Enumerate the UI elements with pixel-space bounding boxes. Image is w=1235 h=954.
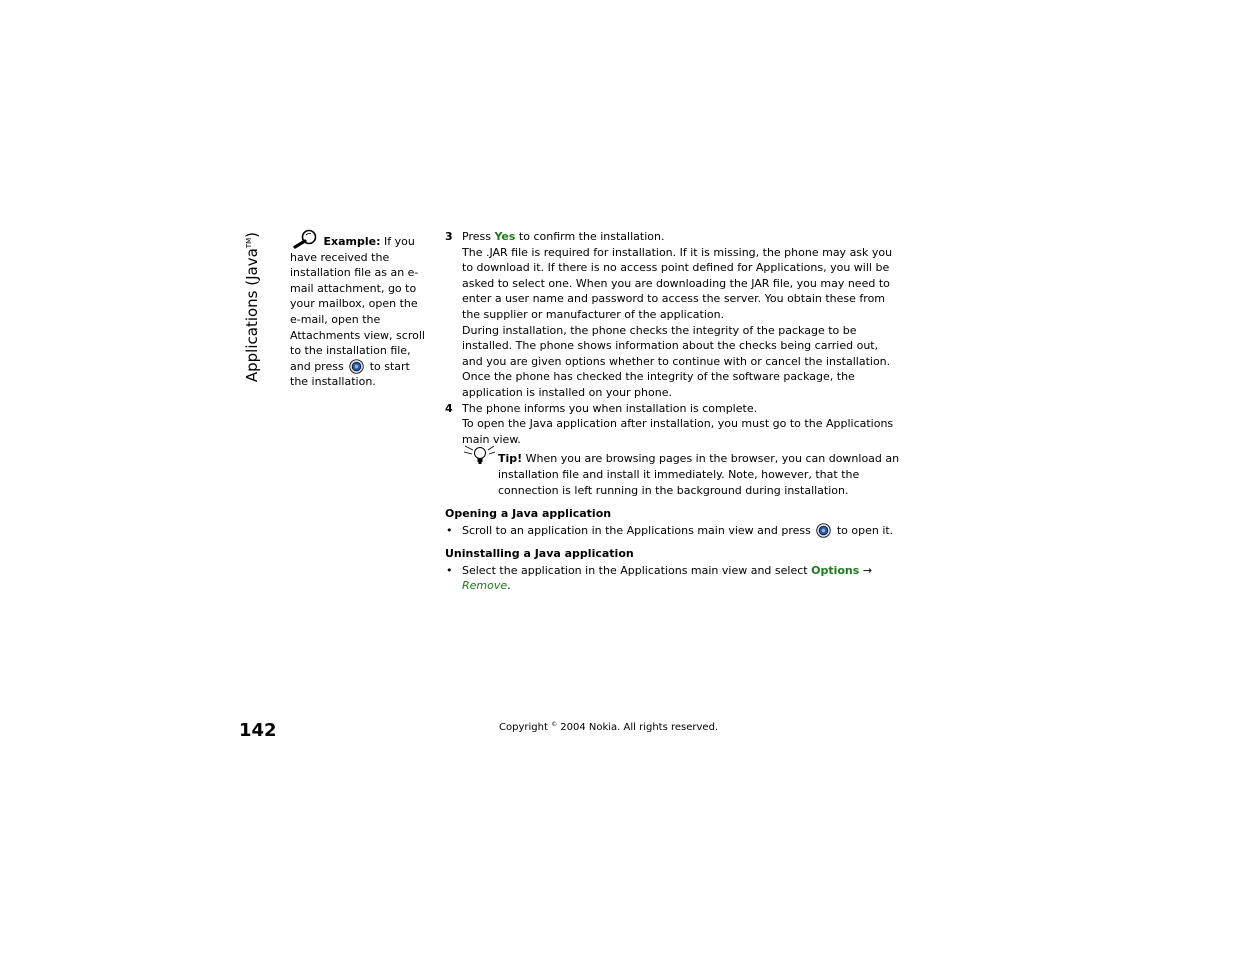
step-number: 3 [445, 230, 453, 243]
step-paragraph: The .JAR file is required for installation. If it is missing, the phone may ask you to download it. If there is no access point defined for Applications, you will be asked to select one. When you are downloading the JAR file, you may need to enter a user name and password to access the server. You obtain these from the supplier or manufacturer of the application. [462, 245, 893, 321]
step-paragraph: During installation, the phone checks the integrity of the package to be installed. The phone shows information about the checks being carried out, and you are given options whether to continue with or cancel the installation. Once the phone has checked the integrity of the software package, the application is installed on your phone. [462, 323, 891, 399]
step-number: 4 [445, 401, 453, 415]
options-key: Options [811, 563, 860, 577]
tip-box [462, 451, 901, 498]
main-column [445, 229, 901, 594]
yes-key: Yes [494, 230, 516, 243]
joystick-icon [349, 359, 364, 374]
step-3 [445, 229, 901, 401]
example-text: If you have received the installation file as an e-mail attachment, go to your mailbox, open the e-mail, open the Attachments view, scroll to the installation file, and press [290, 235, 425, 373]
example-note [290, 229, 428, 390]
remove-key: Remove [462, 579, 508, 593]
joystick-icon [816, 523, 831, 538]
lightbulb-icon [462, 445, 496, 467]
opening-bullet: • Scroll to an application in the Applications main view and press to open it. [446, 523, 894, 537]
magnifier-icon [290, 229, 320, 249]
step-instruction: The phone informs you when installation is complete. [462, 401, 758, 415]
section-side-title: Applications (Java™) [243, 232, 261, 383]
tip-label: Tip! [498, 452, 523, 466]
tip-text: When you are browsing pages in the browser, you can download an installation file and install it immediately. Note, however, that the connection is left running in the background during installation. [498, 452, 900, 497]
opening-heading: Opening a Java application [445, 507, 612, 521]
step-4 [445, 401, 901, 499]
copyright: Copyright © 2004 Nokia. All rights reserved. [499, 721, 719, 733]
uninstalling-heading: Uninstalling a Java application [445, 547, 634, 561]
example-text-end: to start the installation. [290, 359, 410, 389]
step-instruction: Press Yes to confirm the installation. [462, 230, 665, 243]
example-label: Example: [323, 235, 381, 248]
arrow: → [862, 563, 873, 577]
step-paragraph: To open the Java application after installation, you must go to the Applications main view. [462, 417, 894, 446]
uninstalling-bullet: • Select the application in the Applications main view and select Options → Remove. [446, 563, 873, 593]
page-number: 142 [239, 720, 277, 741]
